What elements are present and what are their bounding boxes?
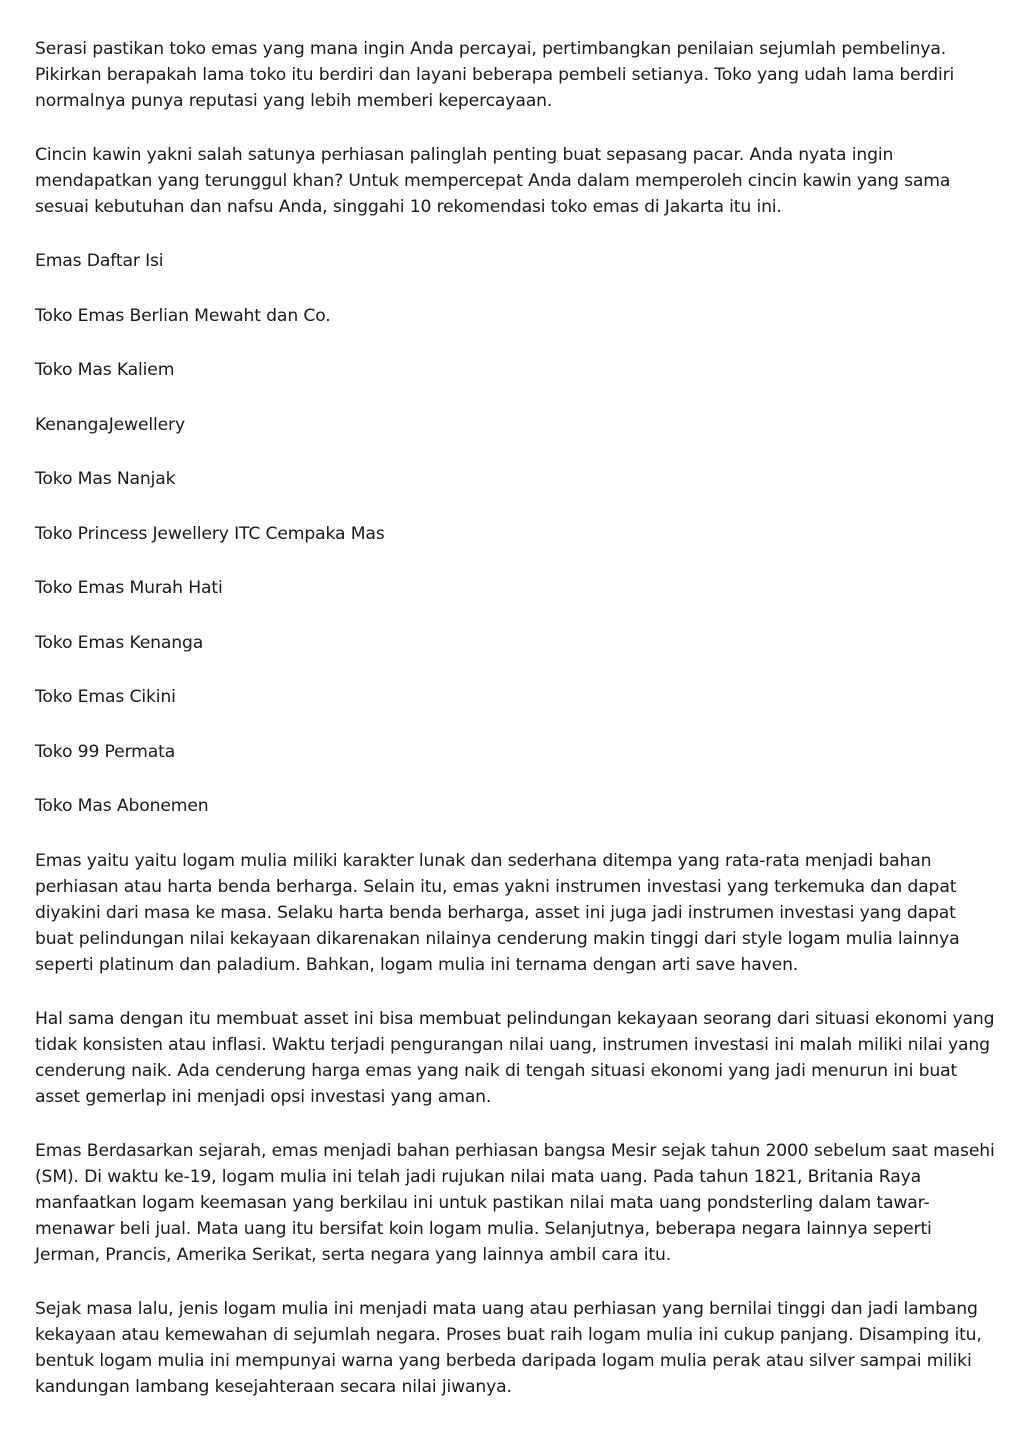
document-page	[35, 36, 995, 1428]
body-paragraph-2: Hal sama dengan itu membuat asset ini bisa membuat pelindungan kekayaan seorang dari situasi ekonomi yang tidak konsisten atau inflasi. Waktu terjadi pengurangan nilai uang, instrumen investasi ini malah miliki nilai yang cenderung naik. Ada cenderung harga emas yang naik di tengah situasi ekonomi yang jadi menurun ini buat asset gemerlap ini menjadi opsi investasi yang aman.	[35, 1008, 995, 1107]
intro-paragraph-2: Cincin kawin yakni salah satunya perhiasan palinglah penting buat sepasang pacar. Anda nyata ingin mendapatkan yang terunggul khan? Untuk mempercepat Anda dalam memperoleh cincin kawin yang sama sesuai kebutuhan dan nafsu Anda, singgahi 10 rekomendasi toko emas di Jakarta itu ini.	[35, 145, 951, 217]
toc-item-10: Toko Mas Abonemen	[35, 796, 209, 816]
body-paragraph-4: Sejak masa lalu, jenis logam mulia ini menjadi mata uang atau perhiasan yang bernilai tinggi dan jadi lambang kekayaan atau kemewahan di sejumlah negara. Proses buat raih logam mulia ini cukup panjang. Disamping itu, bentuk logam mulia ini mempunyai warna yang berbeda daripada logam mulia perak atau silver sampai miliki kandungan lambang kesejahteraan secara nilai jiwanya.	[35, 1298, 982, 1397]
toc-item-8: Toko Emas Cikini	[35, 687, 176, 707]
body-paragraph-3: Emas Berdasarkan sejarah, emas menjadi bahan perhiasan bangsa Mesir sejak tahun 2000 sebelum saat masehi (SM). Di waktu ke-19, logam mulia ini telah jadi rujukan nilai mata uang. Pada tahun 1821, Britania Raya manfaatkan logam keemasan yang berkilau ini untuk pastikan nilai mata uang pondsterling dalam tawar-menawar beli jual. Mata uang itu bersifat koin logam mulia. Selanjutnya, beberapa negara lainnya seperti Jerman, Prancis, Amerika Serikat, serta negara yang lainnya ambil cara itu.	[35, 1140, 995, 1265]
toc-item-9: Toko 99 Permata	[35, 741, 176, 762]
toc-item-4: Toko Mas Nanjak	[35, 469, 176, 489]
toc-item-7: Toko Emas Kenanga	[35, 632, 204, 653]
toc-item-6: Toko Emas Murah Hati	[35, 578, 223, 598]
table-of-contents	[35, 248, 995, 819]
toc-item-5: Toko Princess Jewellery ITC Cempaka Mas	[35, 523, 385, 544]
toc-item-2: Toko Mas Kaliem	[35, 360, 175, 380]
toc-heading: Emas Daftar Isi	[35, 251, 164, 271]
toc-item-1: Toko Emas Berlian Mewaht dan Co.	[35, 305, 331, 326]
body-paragraph-1: Emas yaitu yaitu logam mulia miliki karakter lunak dan sederhana ditempa yang rata-rata menjadi bahan perhiasan atau harta benda berharga. Selain itu, emas yakni instrumen investasi yang terkemuka dan dapat diyakini dari masa ke masa. Selaku harta benda berharga, asset ini juga jadi instrumen investasi yang dapat buat pelindungan nilai kekayaan dikarenakan nilainya cenderung makin tinggi dari style logam mulia lainnya seperti platinum dan paladium. Bahkan, logam mulia ini ternama dengan arti save haven.	[35, 850, 960, 975]
toc-item-3: KenangaJewellery	[35, 414, 185, 435]
intro-paragraph-1: Serasi pastikan toko emas yang mana ingin Anda percayai, pertimbangkan penilaian sejumlah pembelinya. Pikirkan berapakah lama toko itu berdiri dan layani beberapa pembeli setianya. Toko yang udah lama berdiri normalnya punya reputasi yang lebih memberi kepercayaan.	[35, 39, 955, 111]
